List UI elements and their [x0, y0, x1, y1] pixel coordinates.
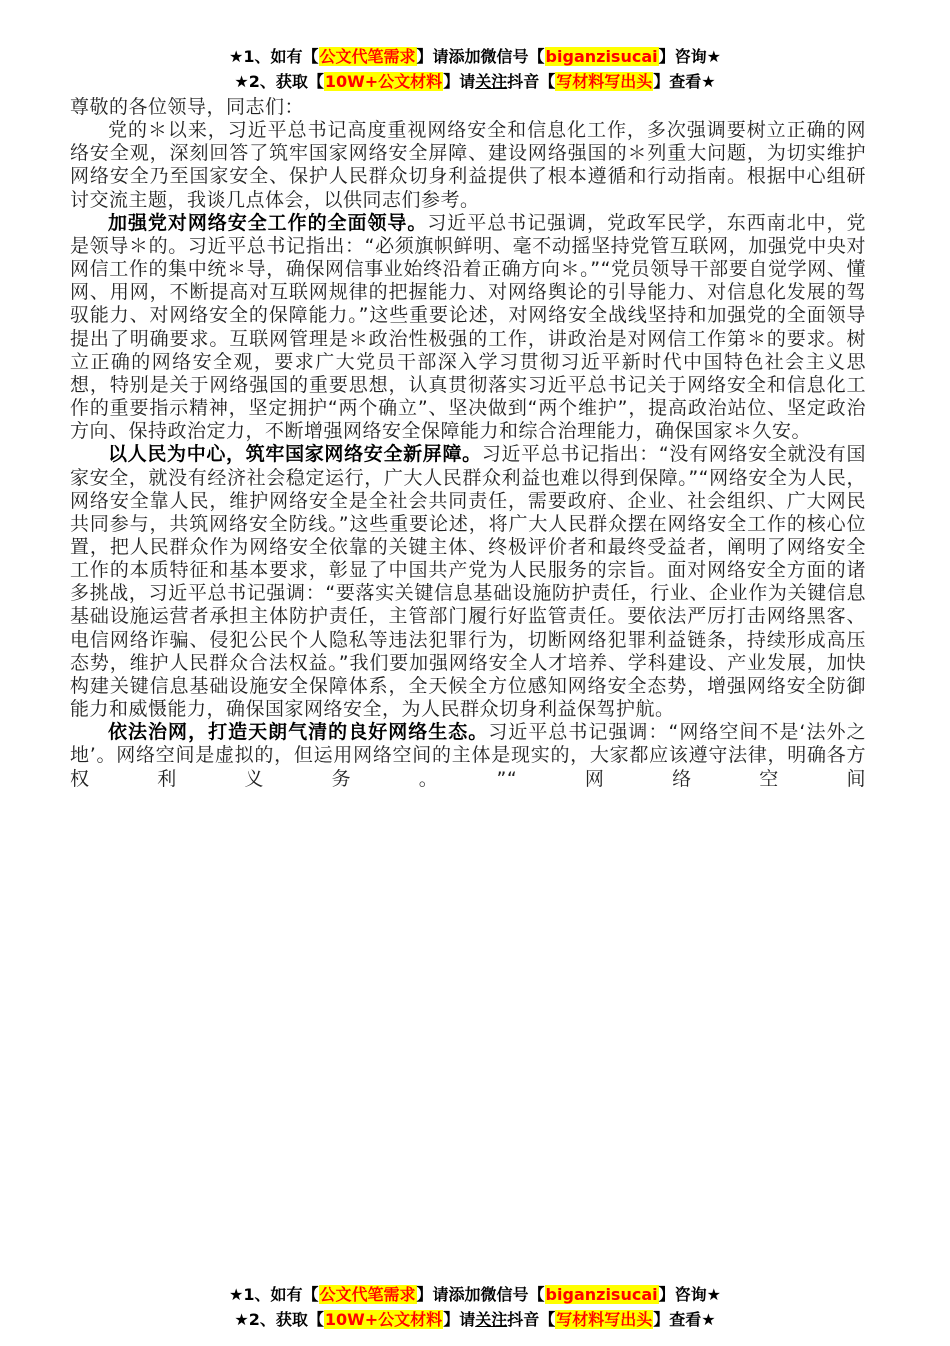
intro-paragraph: 党的＊以来，习近平总书记高度重视网络安全和信息化工作，多次强调要树立正确的网络安全观，深刻回答了筑牢国家网络安全屏障、建设网络强国的＊列重大问题，为切实维护网络安全乃至国家安全、保护人民群众切身利益提供了根本遵循和行动指南。根据中心组研讨交流主题，我谈几点体会，以供同志们参考。 [70, 119, 866, 211]
footer-promo-line-2 [0, 1307, 950, 1332]
section-2-paragraph [70, 443, 866, 721]
header-promo-banner [0, 44, 950, 94]
section-1-text: 习近平总书记强调，党政军民学，东西南北中，党是领导＊的。习近平总书记指出：“必须旗帜鲜明、毫不动摇坚持党管互联网，加强党中央对网信工作的集中统＊导，确保网信事业始终沿着正确方向＊。”“党员领导干部要自觉学网、懂网、用网，不断提高对互联网规律的把握能力、对网络舆论的引导能力、对信息化发展的驾驭能力、对网络安全的保障能力。”这些重要论述，对网络安全战线坚持和加强党的全面领导提出了明确要求。互联网管理是＊政治性极强的工作，讲政治是对网信工作第＊的要求。树立正确的网络安全观，要求广大党员干部深入学习贯彻习近平新时代中国特色社会主义思想，特别是关于网络强国的重要思想，认真贯彻落实习近平总书记关于网络安全和信息化工作的重要指示精神，坚定拥护“两个确立”、坚决做到“两个维护”，提高政治站位、坚定政治方向、保持政治定力，不断增强网络安全保障能力和综合治理能力，确保国家＊久安。 [70, 211, 866, 443]
promo-text: 】咨询★ [658, 1285, 721, 1304]
section-3-heading: 依法治网，打造天朗气清的良好网络生态。 [108, 721, 489, 744]
promo-douyin-name: 写材料写出头 [556, 1310, 653, 1329]
section-2-heading: 以人民为中心，筑牢国家网络安全新屏障。 [108, 443, 482, 466]
promo-highlight: 10W+公文材料 [324, 72, 443, 91]
promo-text: 抖音【 [507, 72, 556, 91]
header-promo-line-2 [0, 69, 950, 94]
footer-promo-line-1 [0, 1282, 950, 1307]
salutation: 尊敬的各位领导，同志们： [70, 96, 305, 118]
section-3-paragraph [70, 721, 866, 790]
promo-text: 】请添加微信号【 [416, 1285, 545, 1304]
promo-douyin-name: 写材料写出头 [556, 72, 653, 91]
promo-text: ★2、获取【 [234, 72, 324, 91]
promo-wechat-id: biganzisucai [545, 47, 658, 66]
promo-text: 】请添加微信号【 [416, 47, 545, 66]
document-body [70, 96, 866, 791]
section-1-heading: 加强党对网络安全工作的全面领导。 [108, 211, 428, 234]
promo-text: 抖音【 [507, 1310, 556, 1329]
promo-text: 】查看★ [653, 1310, 716, 1329]
promo-text: ★2、获取【 [234, 1310, 324, 1329]
promo-text: ★1、如有【 [229, 1285, 319, 1304]
promo-underlined: 关注 [475, 72, 508, 91]
promo-highlight: 公文代笔需求 [319, 47, 416, 66]
section-2-text: 习近平总书记指出：“没有网络安全就没有国家安全，就没有经济社会稳定运行，广大人民群众利益也难以得到保障。”“网络安全为人民，网络安全靠人民，维护网络安全是全社会共同责任，需要政府、企业、社会组织、广大网民共同参与，共筑网络安全防线。”这些重要论述，将广大人民群众摆在网络安全工作的核心位置，把人民群众作为网络安全依靠的关键主体、终极评价者和最终受益者，阐明了网络安全工作的本质特征和基本要求，彰显了中国共产党为人民服务的宗旨。面对网络安全方面的诸多挑战，习近平总书记强调：“要落实关键信息基础设施防护责任，行业、企业作为关键信息基础设施运营者承担主体防护责任，主管部门履行好监管责任。要依法严厉打击网络黑客、电信网络诈骗、侵犯公民个人隐私等违法犯罪行为，切断网络犯罪利益链条，持续形成高压态势，维护人民群众合法权益。”我们要加强网络安全人才培养、学科建设、产业发展，加快构建关键信息基础设施安全保障体系，全天候全方位感知网络安全态势，增强网络安全防御能力和威慑能力，确保国家网络安全，为人民群众切身利益保驾护航。 [70, 443, 866, 721]
promo-highlight: 10W+公文材料 [324, 1310, 443, 1329]
promo-text: 】咨询★ [658, 47, 721, 66]
promo-wechat-id: biganzisucai [545, 1285, 658, 1304]
header-promo-line-1 [0, 44, 950, 69]
promo-highlight: 公文代笔需求 [319, 1285, 416, 1304]
promo-underlined: 关注 [475, 1310, 508, 1329]
section-1-paragraph [70, 212, 866, 444]
promo-text: ★1、如有【 [229, 47, 319, 66]
promo-text: 】请 [443, 1310, 476, 1329]
section-3-text: 习近平总书记强调：“网络空间不是‘法外之地’。网络空间是虚拟的，但运用网络空间的主体是现实的，大家都应该遵守法律，明确各方权利义务。”“网络空间 [70, 721, 866, 790]
promo-text: 】查看★ [653, 72, 716, 91]
promo-text: 】请 [443, 72, 476, 91]
footer-promo-banner [0, 1282, 950, 1332]
